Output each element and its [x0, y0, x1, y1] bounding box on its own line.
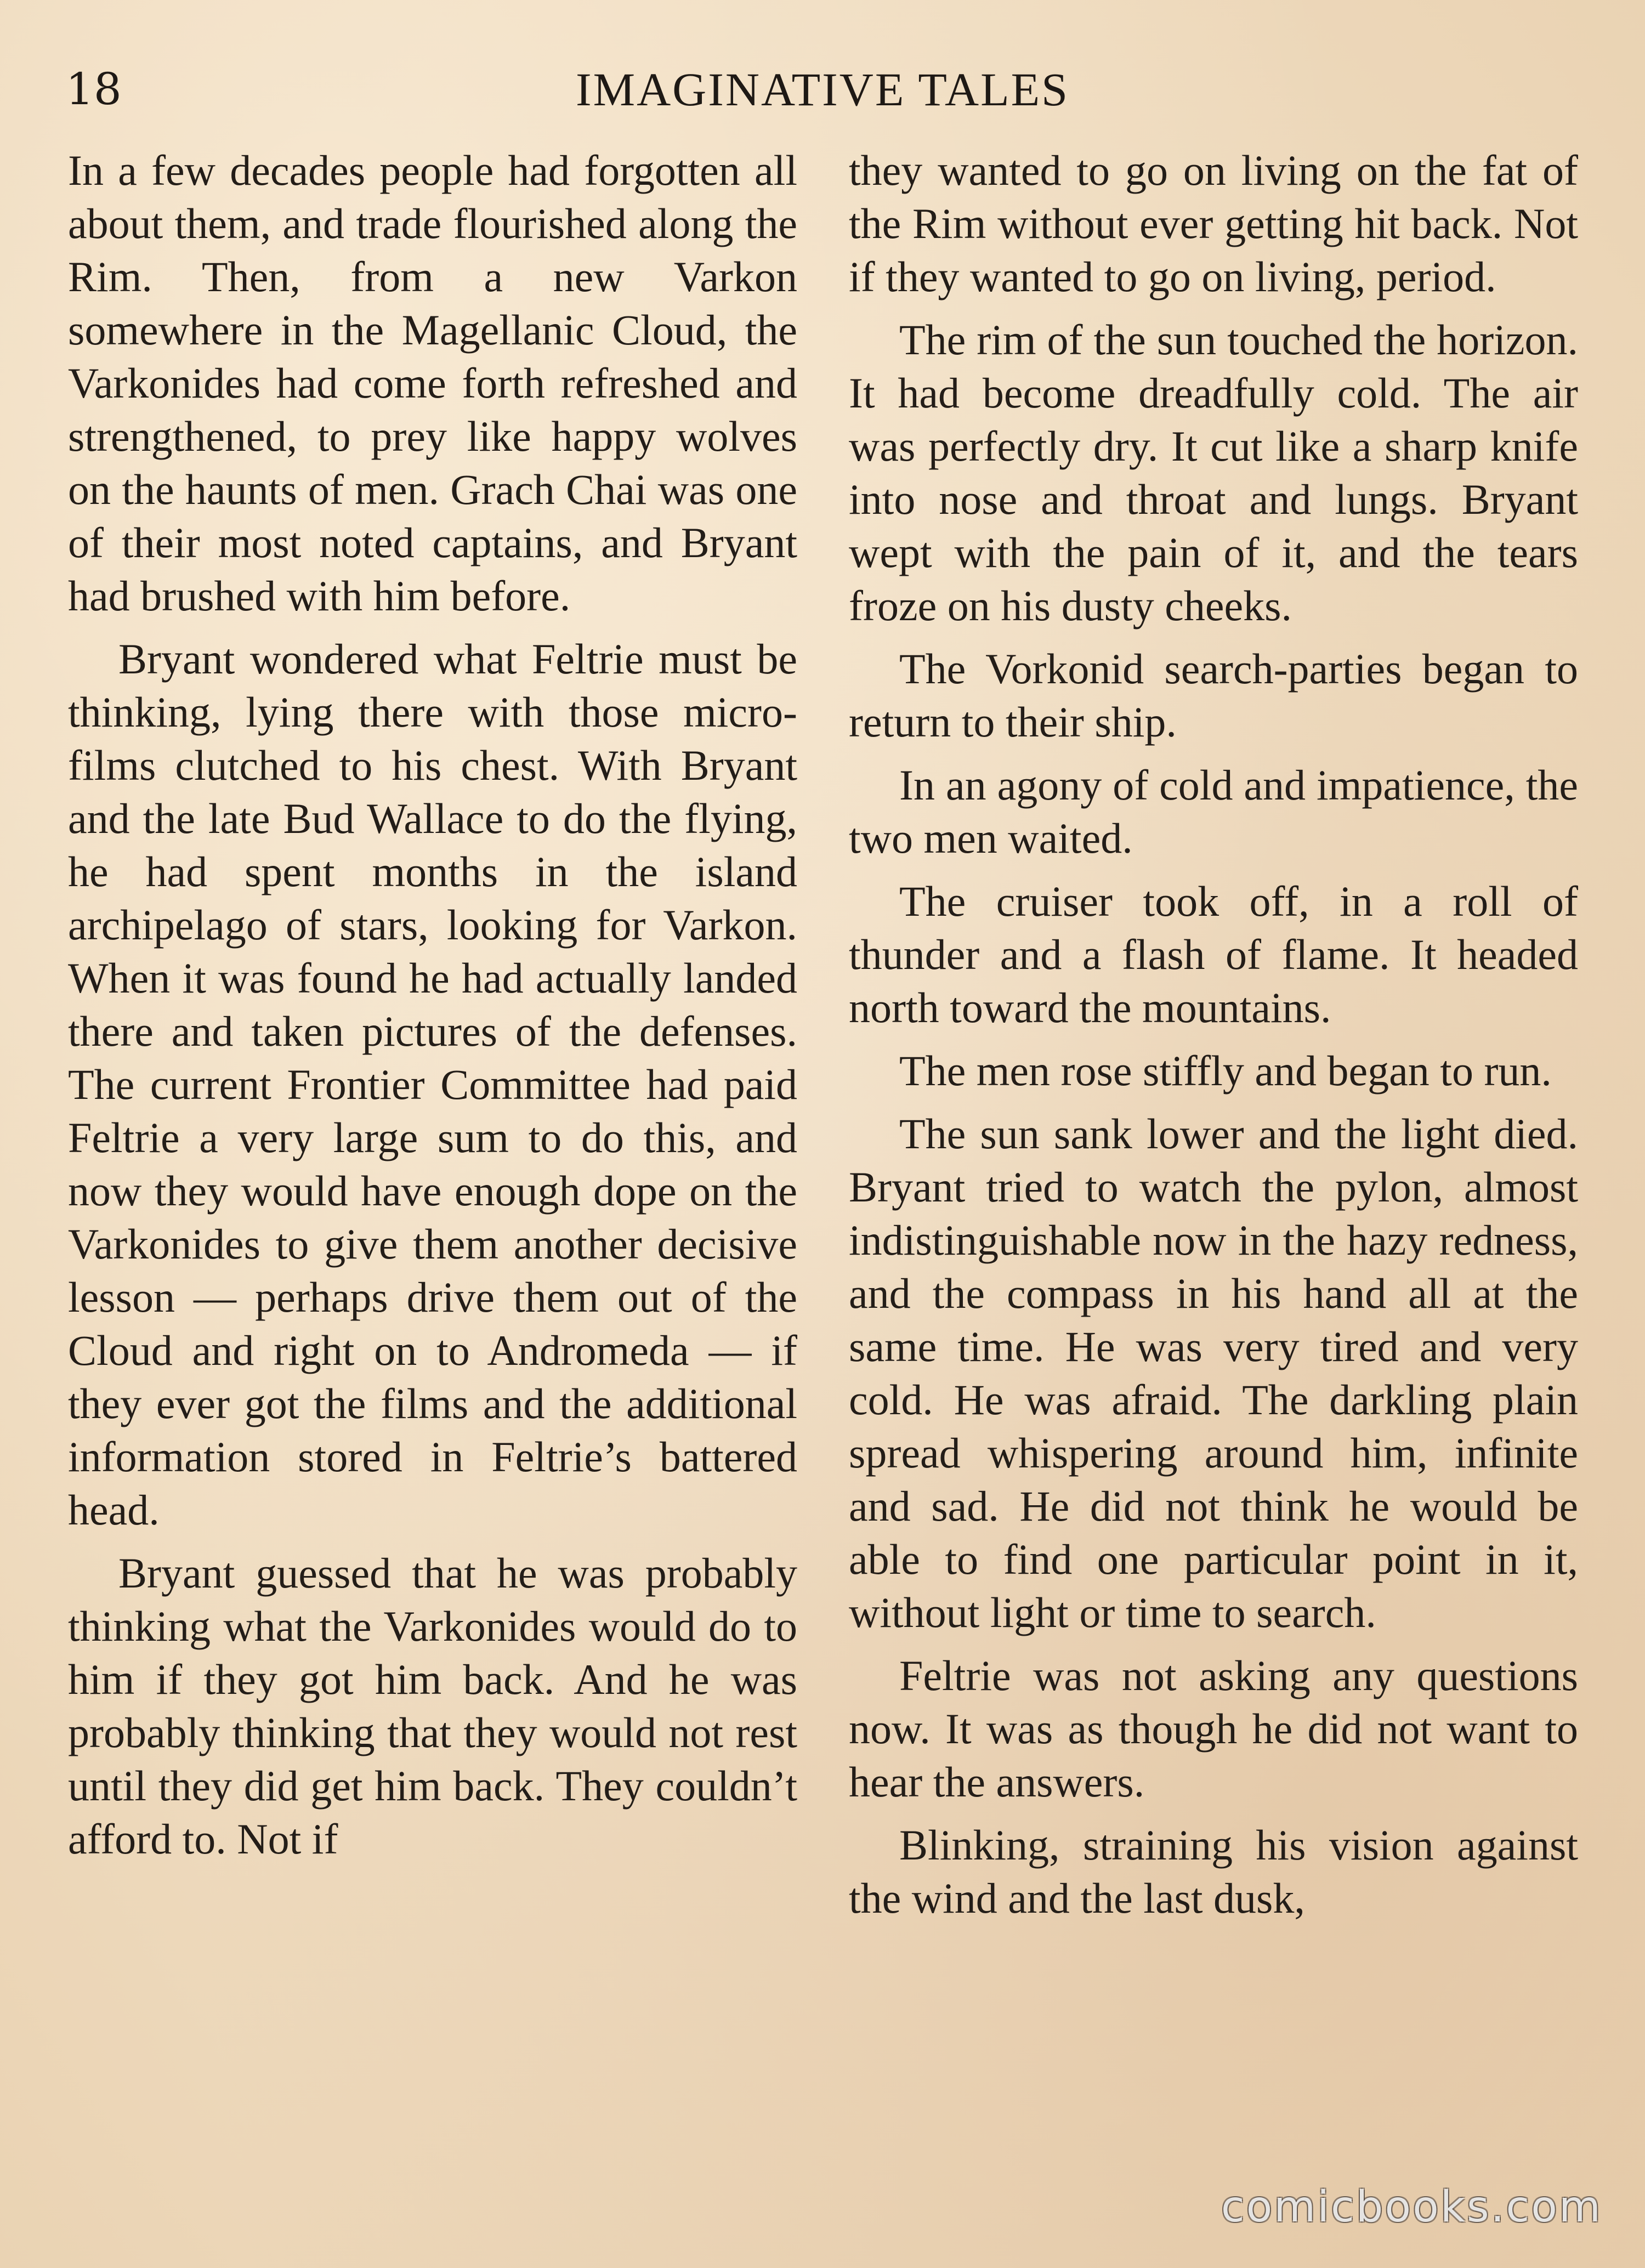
paragraph: The men rose stiffly and began to run. [899, 1047, 1552, 1095]
paragraph: Feltrie was not asking any questions now. It was as though he did not want to hear the answers. [849, 1652, 1578, 1806]
paragraph: The rim of the sun touched the horizon. It had become dreadfully cold. The air was perfectly dry. It cut like a sharp knife into nose and throat and lungs. Bryant wept with the pain of it, and the tears froze on his dusty cheeks. [849, 316, 1578, 630]
paragraph: The cruiser took off, in a roll of thunder and a flash of flame. It headed north toward the mountains. [849, 877, 1578, 1031]
paragraph: Bryant guessed that he was probably thinking what the Varkonides would do to him if they got him back. And he was probably thinking that they would not rest until they did get him back. They couldn’t afford to. Not if [68, 1549, 797, 1863]
paragraph: they wanted to go on living on the fat of the Rim without ever getting hit back. Not if they wanted to go on living, period. [849, 146, 1578, 300]
paragraph: In an agony of cold and impatience, the two men waited. [849, 761, 1578, 862]
page-header [66, 59, 1579, 120]
page-number: 18 [66, 64, 122, 115]
paragraph: Bryant wondered what Feltrie must be thinking, lying there with those micro-films clutched to his chest. With Bryant and the late Bud Wallace to do the flying, he had spent months in the island archipelago of stars, looking for Varkon. When it was found he had actually landed there and taken pictures of the defenses. The current Frontier Committee had paid Feltrie a very large sum to do this, and now they would have enough dope on the Varkonides to give them another decisive lesson — perhaps drive them out of the Cloud and right on to Andromeda — if they ever got the films and the additional information stored in Feltrie’s battered head. [68, 635, 797, 1534]
running-title: IMAGINATIVE TALES [575, 63, 1070, 116]
left-text-column [68, 144, 797, 2173]
watermark: comicbooks.com [1221, 2182, 1602, 2232]
right-text-column [849, 144, 1578, 2173]
paragraph: The sun sank lower and the light died. Bryant tried to watch the pylon, almost indistinguishable now in the hazy redness, and the compass in his hand all at the same time. He was very tired and very cold. He was afraid. The darkling plain spread whispering around him, infinite and sad. He did not think he would be able to find one particular point in it, without light or time to search. [849, 1110, 1578, 1636]
paragraph: In a few decades people had forgotten all about them, and trade flourished along the Rim. Then, from a new Varkon somewhere in the Magellanic Cloud, the Varkonides had come forth refreshed and strengthened, to prey like happy wolves on the haunts of men. Grach Chai was one of their most noted captains, and Bryant had brushed with him before. [68, 146, 797, 620]
paragraph: The Vorkonid search-parties began to return to their ship. [849, 645, 1578, 746]
paragraph: Blinking, straining his vision against the wind and the last dusk, [849, 1821, 1578, 1922]
